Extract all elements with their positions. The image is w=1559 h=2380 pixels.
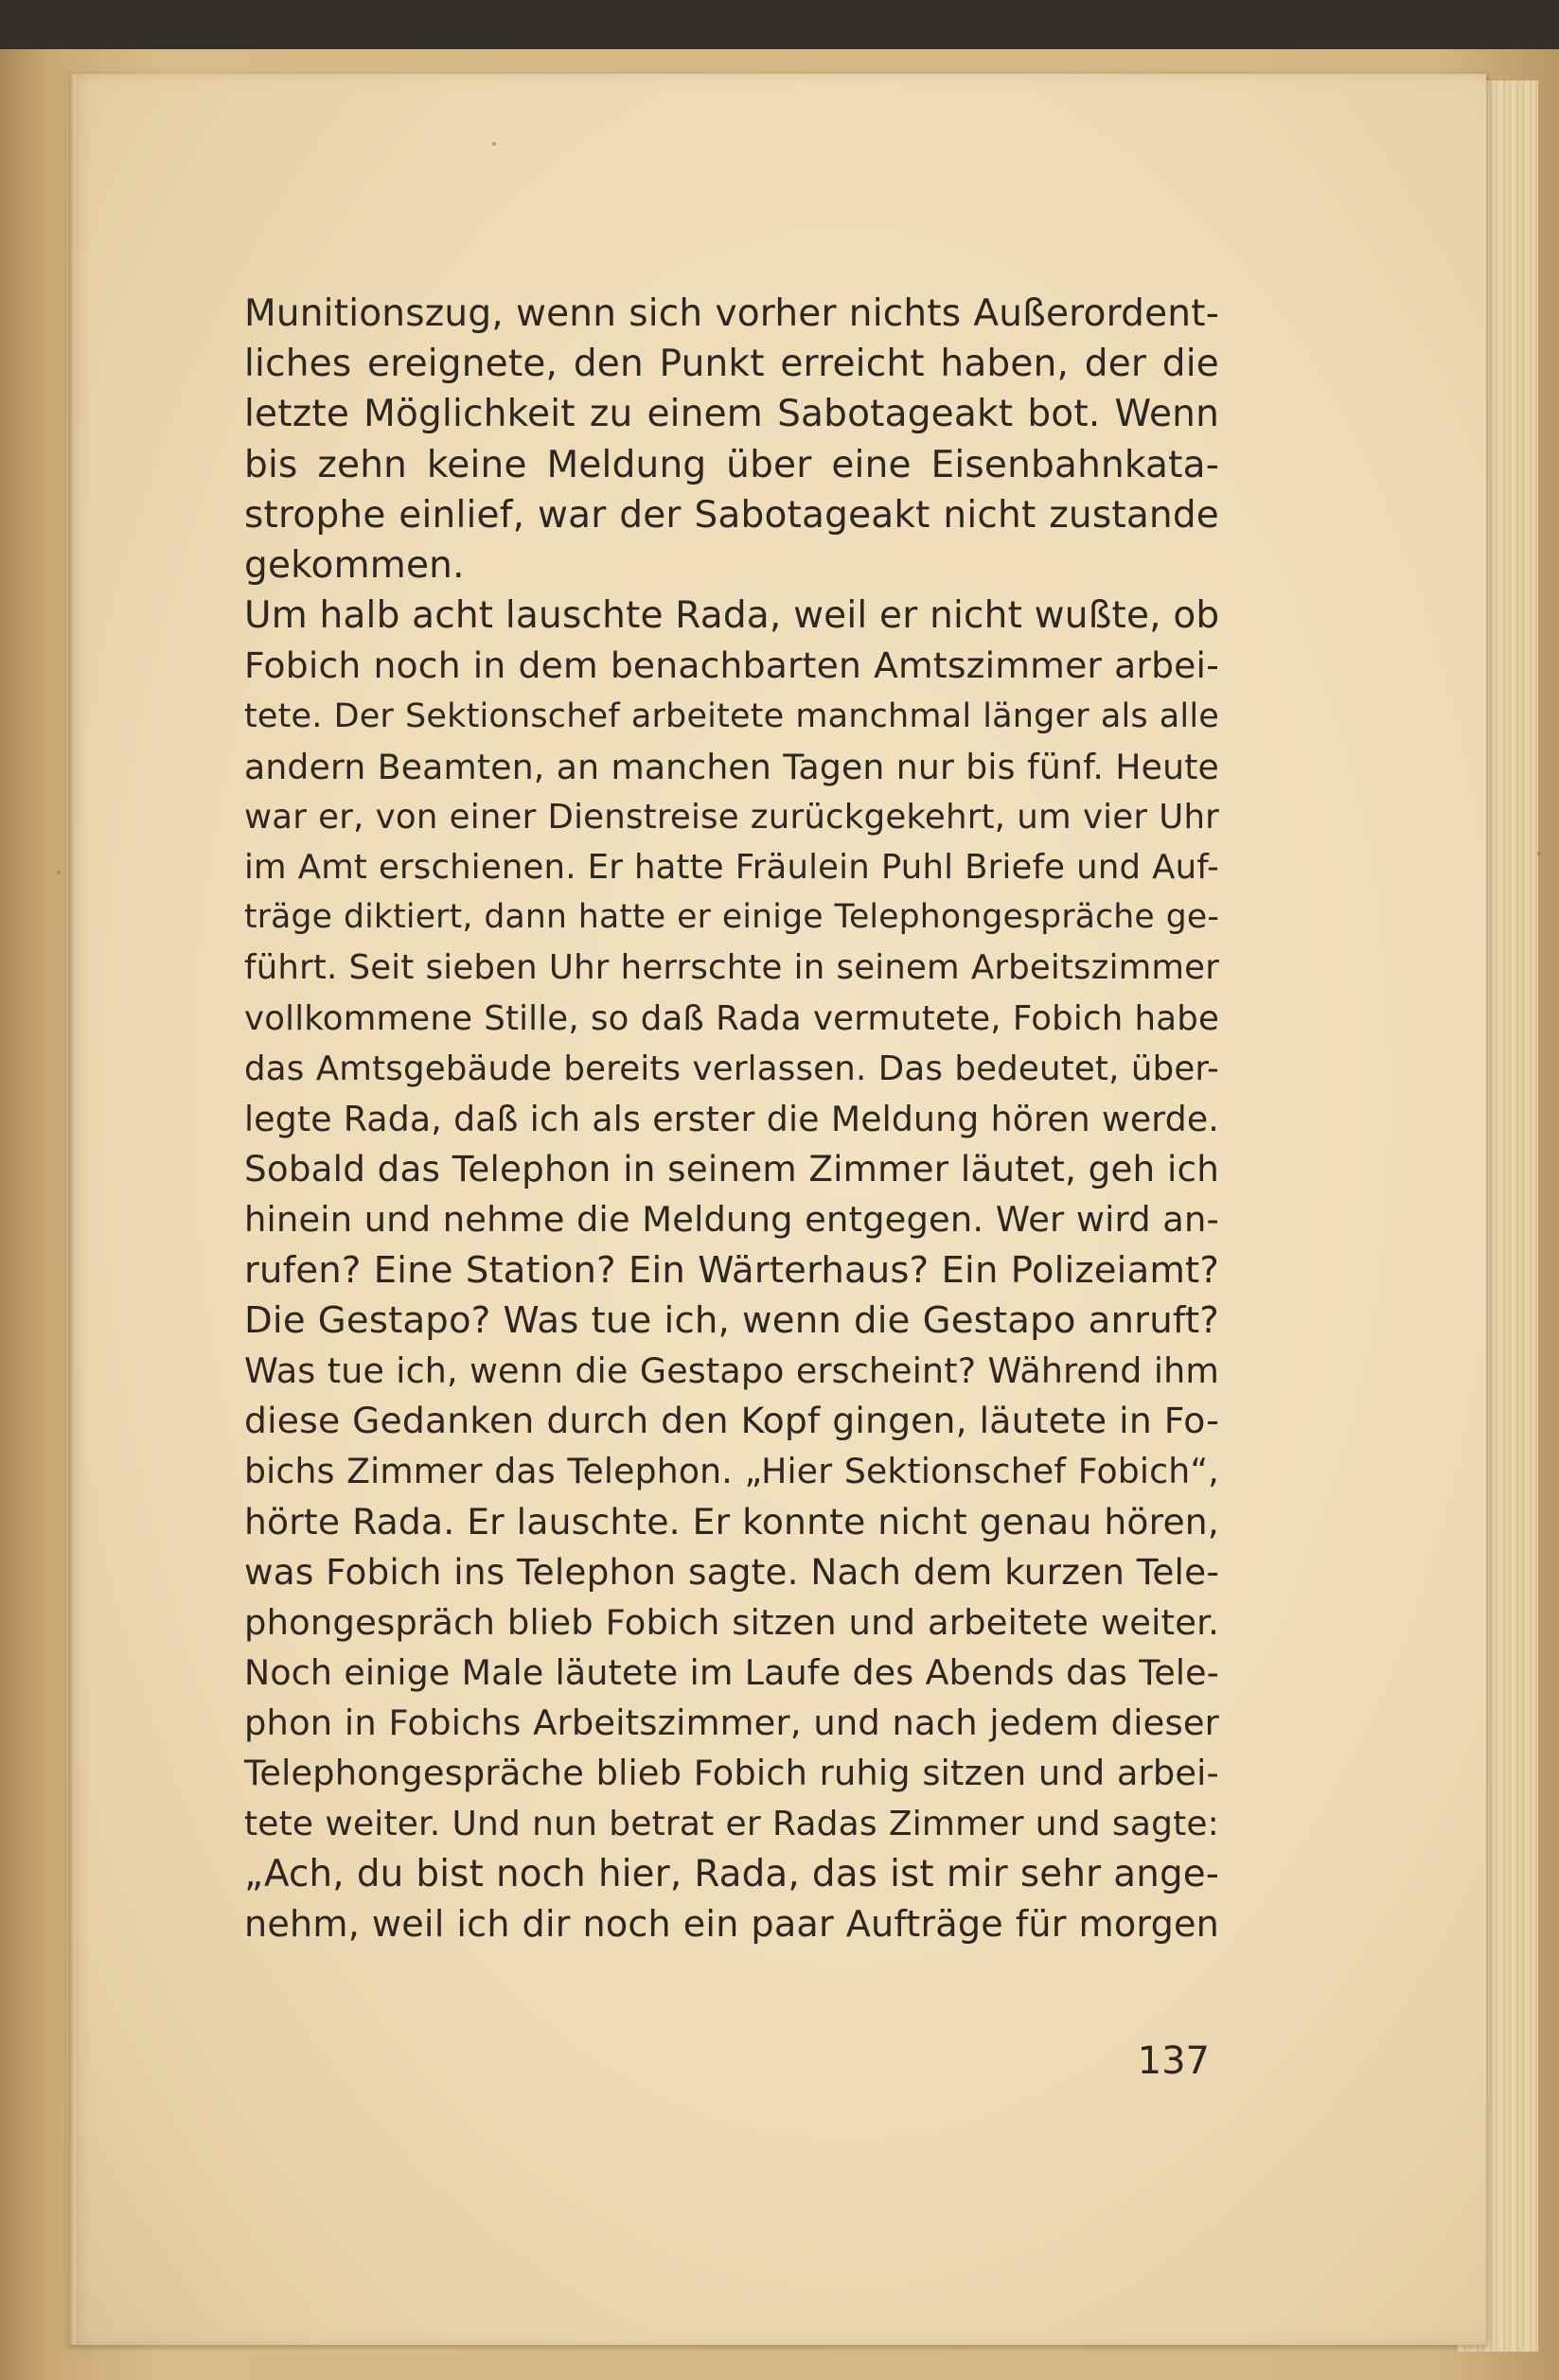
text-line: Fobich noch in dem benachbarten Amtszimmer arbei- — [244, 644, 1219, 687]
paper-speck — [1537, 852, 1541, 855]
text-line: vollkommene Stille, so daß Rada vermutete, Fobich habe — [244, 998, 1219, 1038]
body-text — [244, 289, 1219, 1949]
text-line: tete weiter. Und nun betrat er Radas Zimmer und sagte: — [244, 1804, 1219, 1843]
text-line: legte Rada, daß ich als erster die Meldung hören werde. — [244, 1099, 1219, 1139]
text-line: war er, von einer Dienstreise zurückgekehrt, um vier Uhr — [244, 797, 1219, 837]
text-line: diese Gedanken durch den Kopf gingen, läutete in Fo- — [244, 1400, 1219, 1442]
paper-speck — [492, 142, 496, 146]
text-line: phon in Fobichs Arbeitszimmer, und nach jedem dieser — [244, 1702, 1219, 1744]
page-gutter — [68, 74, 76, 2345]
text-line: Was tue ich, wenn die Gestapo erscheint? Während ihm — [244, 1349, 1219, 1391]
text-line: letzte Möglichkeit zu einem Sabotageakt bot. Wenn — [244, 393, 1219, 436]
text-line: phongespräch blieb Fobich sitzen und arbeitete weiter. — [244, 1601, 1219, 1643]
text-line: liches ereignete, den Punkt erreicht haben, der die — [244, 343, 1219, 386]
text-line: das Amtsgebäude bereits verlassen. Das bedeutet, über- — [244, 1049, 1219, 1088]
text-line: „Ach, du bist noch hier, Rada, das ist mir sehr ange- — [244, 1852, 1219, 1895]
text-line: führt. Seit sieben Uhr herrschte in seinem Arbeitszimmer — [244, 948, 1219, 988]
text-line: Die Gestapo? Was tue ich, wenn die Gestapo anruft? — [244, 1298, 1219, 1342]
text-line: bichs Zimmer das Telephon. „Hier Sektionschef Fobich“, — [244, 1451, 1219, 1492]
text-line: Sobald das Telephon in seinem Zimmer läutet, geh ich — [244, 1148, 1219, 1190]
text-line: nehm, weil ich dir noch ein paar Aufträge für morgen — [244, 1903, 1219, 1945]
text-line: träge diktiert, dann hatte er einige Telephongespräche ge- — [244, 898, 1219, 937]
text-line: bis zehn keine Meldung über eine Eisenbahnkata- — [244, 443, 1219, 486]
text-line: tete. Der Sektionschef arbeitete manchmal länger als alle — [244, 696, 1219, 735]
text-line: gekommen. — [244, 543, 465, 587]
text-line: Um halb acht lauschte Rada, weil er nicht wußte, ob — [244, 594, 1220, 638]
page-number: 137 — [1137, 2039, 1210, 2083]
text-line: strophe einlief, war der Sabotageakt nicht zustande — [244, 493, 1219, 537]
paper-speck — [57, 871, 61, 874]
text-line: im Amt erschienen. Er hatte Fräulein Puhl Briefe und Auf- — [244, 848, 1219, 888]
text-line: Telephongespräche blieb Fobich ruhig sitzen und arbei- — [244, 1753, 1219, 1794]
text-line: Noch einige Male läutete im Laufe des Abends das Tele- — [244, 1652, 1219, 1694]
text-line: hinein und nehme die Meldung entgegen. Wer wird an- — [244, 1199, 1219, 1241]
text-line: andern Beamten, an manchen Tagen nur bis fünf. Heute — [244, 746, 1219, 787]
text-line: was Fobich ins Telephon sagte. Nach dem kurzen Tele- — [244, 1550, 1219, 1593]
text-line: Munitionszug, wenn sich vorher nichts Außerordent- — [244, 292, 1219, 335]
text-line: hörte Rada. Er lauschte. Er konnte nicht genau hören, — [244, 1500, 1219, 1543]
text-line: rufen? Eine Station? Ein Wärterhaus? Ein Polizeiamt? — [244, 1248, 1219, 1292]
